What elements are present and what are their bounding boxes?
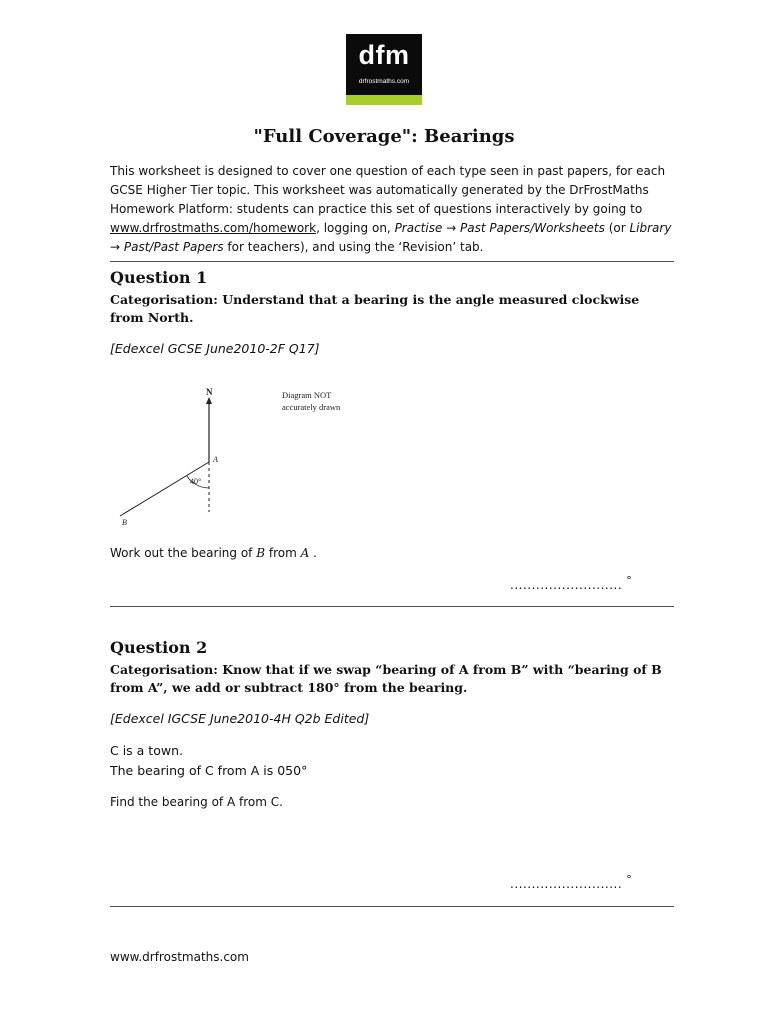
question-2-category: Categorisation: Know that if we swap “bearing of A from B” with “bearing of B from A”, we add or subtract 180° from the bearing.: [110, 662, 662, 695]
logo-site: drfrostmaths.com: [358, 78, 410, 85]
logo-mark: dfm: [358, 40, 410, 70]
line-a-to-b: [120, 462, 209, 516]
intro-text-2: , logging on,: [316, 221, 395, 235]
var-a: A: [300, 546, 310, 560]
var-b: B: [256, 546, 266, 560]
question-2-line-1: C is a town.: [110, 743, 183, 758]
question-1-prompt: Work out the bearing of B from A .: [110, 546, 317, 560]
homework-link[interactable]: www.drfrostmaths.com/homework: [110, 221, 317, 235]
diagram-note-1: Diagram NOT: [282, 390, 332, 400]
footer-url[interactable]: www.drfrostmaths.com: [110, 950, 249, 964]
diagram-note-2: accurately drawn: [282, 402, 341, 412]
dfm-logo: [346, 34, 422, 105]
intro-text-4: for teachers), and using the ‘Revision’ tab.: [223, 240, 484, 254]
divider: [110, 261, 674, 262]
question-1-answer-line[interactable]: .......................... °: [510, 574, 633, 592]
page-title: "Full Coverage": Bearings: [253, 126, 515, 147]
point-b-label: B: [122, 518, 127, 527]
question-1-heading: Question 1: [110, 268, 208, 287]
intro-text-3: (or: [604, 221, 630, 235]
question-2-heading: Question 2: [110, 638, 208, 657]
divider: [110, 906, 674, 907]
question-1-category: Categorisation: Understand that a bearing is the angle measured clockwise from North.: [110, 292, 640, 325]
north-arrow-icon: [206, 397, 212, 404]
question-2-prompt: Find the bearing of A from C.: [110, 795, 283, 809]
intro-path-2: Library → Past/Past Papers: [110, 221, 672, 254]
question-1-source: [Edexcel GCSE June2010-2F Q17]: [110, 341, 320, 356]
north-label: N: [206, 387, 213, 397]
question-2-line-2: The bearing of C from A is 050°: [110, 763, 308, 778]
intro-path-1: Practise → Past Papers/Worksheets: [394, 221, 605, 235]
question-2-answer-line[interactable]: .......................... °: [510, 873, 633, 891]
intro-paragraph: [110, 162, 680, 257]
question-2-source: [Edexcel IGCSE June2010-4H Q2b Edited]: [110, 711, 370, 726]
logo-accent-bar: [346, 95, 422, 105]
intro-text-1: This worksheet is designed to cover one question of each type seen in past papers, for each GCSE Higher Tier topic. This worksheet was automatically generated by the DrFrostMaths Homework Platform: students can practice this set of questions interactively by going to: [110, 164, 666, 216]
divider: [110, 606, 674, 607]
angle-label: 40°: [190, 477, 202, 486]
bearing-diagram: [110, 380, 370, 530]
point-a-label: A: [213, 455, 218, 464]
